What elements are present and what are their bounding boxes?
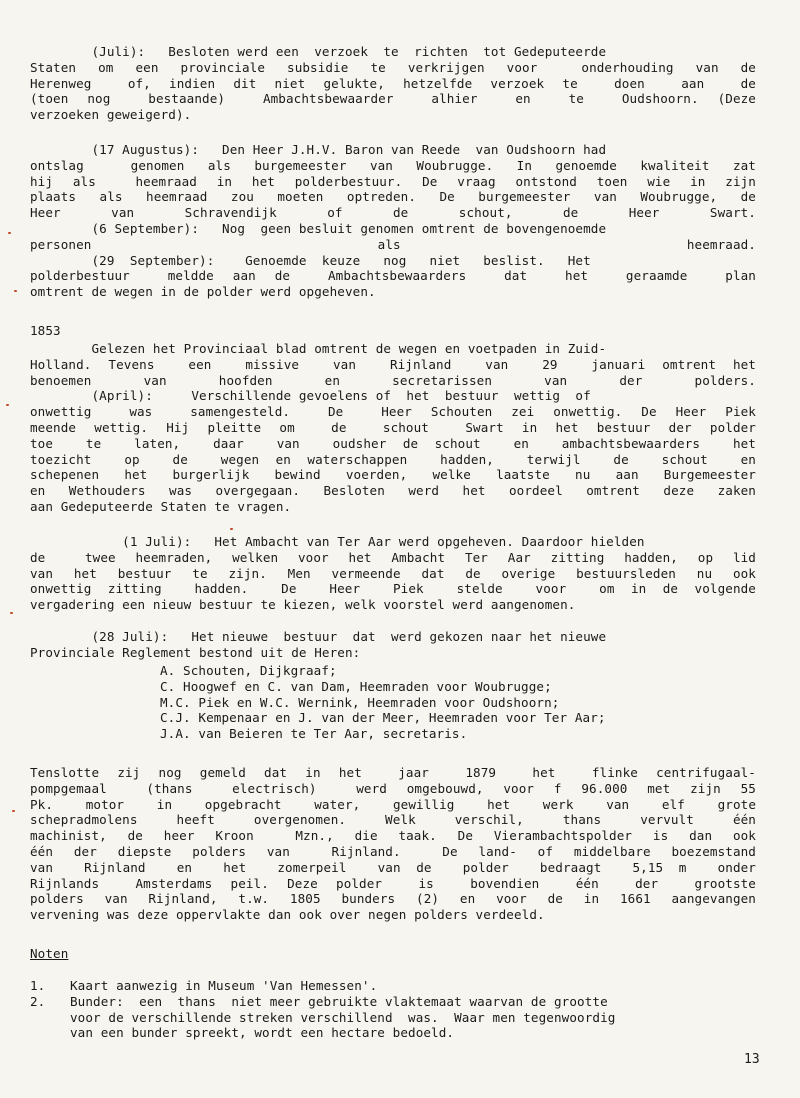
text-line: (Juli): Besloten werd een verzoek te richten tot Gedeputeerde (30, 44, 607, 59)
year-1853: 1853 (30, 323, 61, 338)
text-line: onwettig zitting hadden. De Heer Piek stelde voor om in de volgende (30, 581, 756, 597)
notes-list (30, 978, 756, 1041)
page-number: 13 (744, 1052, 760, 1067)
text-line: pompgemaal (thans electrisch) werd omgebouwd, voor f 96.000 met zijn 55 (30, 780, 756, 796)
text-line: Provinciale Reglement bestond uit de Heren: (30, 644, 361, 660)
text-line: één der diepste polders van Rijnland. De land- of middelbare boezemstand (30, 843, 756, 859)
note-line (30, 978, 756, 994)
text-line: van Rijnland en het zomerpeil van de polder bedraagt 5,15 m onder (30, 859, 756, 875)
text-line: ontslag genomen als burgemeester van Woubrugge. In genoemde kwaliteit zat (30, 157, 756, 173)
text-line: van het bestuur te zijn. Men vermeende dat de overige bestuursleden nu ook (30, 565, 756, 581)
text-line: vergadering een nieuw bestuur te kiezen, welk voorstel werd aangenomen. (30, 597, 576, 613)
notes-heading (30, 946, 756, 962)
text-line: Holland. Tevens een missive van Rijnland van 29 januari omtrent het (30, 356, 756, 372)
board-member: J.A. van Beieren te Ter Aar, secretaris. (160, 726, 468, 742)
note-text: Kaart aanwezig in Museum 'Van Hemessen'. (70, 978, 378, 993)
text-line: Staten om een provinciale subsidie te verkrijgen voor onderhouding van de (30, 59, 756, 75)
note-line (30, 1010, 756, 1026)
paragraph-august-september (30, 142, 756, 300)
text-line: (1 Juli): Het Ambacht van Ter Aar werd opgeheven. Daardoor hielden (30, 534, 645, 549)
text-line: toe te laten, daar van oudsher de schout en ambachtsbewaarders het (30, 435, 756, 451)
text-line: schepenen het burgerlijk bewind voerden, welke laatste nu aan Burgemeester (30, 467, 756, 483)
note-number: 1. (30, 978, 46, 993)
text-line: omtrent de wegen in de polder werd opgeheven. (30, 284, 376, 300)
text-line: vervening was deze oppervlakte dan ook over negen polders verdeeld. (30, 907, 545, 923)
year-heading (30, 323, 756, 339)
text-line: schepradmolens heeft overgenomen. Welk verschil, thans vervult één (30, 812, 756, 828)
text-line: toezicht op de wegen en waterschappen hadden, terwijl de schout en (30, 451, 756, 467)
text-line: (toen nog bestaande) Ambachtsbewaarder alhier en te Oudshoorn. (Deze (30, 91, 756, 107)
text-line: (April): Verschillende gevoelens of het bestuur wettig of (30, 388, 591, 404)
text-line: (28 Juli): Het nieuwe bestuur dat werd gekozen naar het nieuwe (30, 629, 607, 644)
scan-speck (6, 404, 9, 406)
text-line: verzoeken geweigerd). (30, 107, 192, 123)
scan-speck (14, 290, 17, 292)
text-line: Heer van Schravendijk of de schout, de Heer Swart. (30, 205, 756, 221)
scan-speck (8, 232, 11, 234)
notes-title: Noten (30, 946, 69, 961)
text-line: Gelezen het Provinciaal blad omtrent de wegen en voetpaden in Zuid- (30, 341, 607, 356)
board-member: A. Schouten, Dijkgraaf; (160, 663, 337, 678)
paragraph-1-juli (30, 534, 756, 613)
note-text: Bunder: een thans niet meer gebruikte vlaktemaat waarvan de grootte (70, 993, 608, 1009)
text-line: plaats als heemraad zou moeten optreden. De burgemeester van Woubrugge, de (30, 189, 756, 205)
text-line: personen als heemraad. (30, 236, 756, 252)
scan-speck (12, 810, 15, 812)
text-line: machinist, de heer Kroon Mzn., die taak. De Vierambachtspolder is dan ook (30, 828, 756, 844)
paragraph-tenslotte (30, 765, 756, 923)
board-members-list (30, 663, 756, 742)
paragraph-juli-subsidie (30, 44, 756, 123)
board-member: C. Hoogwef en C. van Dam, Heemraden voor Woubrugge; (160, 678, 552, 694)
text-line: en Wethouders was overgegaan. Besloten werd het oordeel omtrent deze zaken (30, 483, 756, 499)
text-line: polders van Rijnland, t.w. 1805 bunders (2) en voor de in 1661 aangevangen (30, 891, 756, 907)
note-line (30, 1025, 756, 1041)
text-line: (6 September): Nog geen besluit genomen omtrent de bovengenoemde (30, 220, 607, 236)
text-line: hij als heemraad in het polderbestuur. De vraag ontstond toen wie in zijn (30, 173, 756, 189)
text-line: polderbestuur meldde aan de Ambachtsbewaarders dat het geraamde plan (30, 268, 756, 284)
note-number: 2. (30, 993, 46, 1009)
text-line: aan Gedeputeerde Staten te vragen. (30, 498, 292, 514)
text-line: (17 Augustus): Den Heer J.H.V. Baron van Reede van Oudshoorn had (30, 142, 607, 157)
note-text: voor de verschillende streken verschillend was. Waar men tegenwoordig (70, 1009, 616, 1025)
text-line: benoemen van hoofden en secretarissen van der polders. (30, 372, 756, 388)
note-line (30, 994, 756, 1010)
note-text: van een bunder spreekt, wordt een hectare bedoeld. (70, 1025, 455, 1041)
scan-speck (230, 528, 233, 530)
paragraph-1853-april (30, 341, 756, 515)
board-member: M.C. Piek en W.C. Wernink, Heemraden voor Oudshoorn; (160, 694, 560, 710)
text-line: Rijnlands Amsterdams peil. Deze polder is bovendien één der grootste (30, 875, 756, 891)
text-line: de twee heemraden, welken voor het Ambacht Ter Aar zitting hadden, op lid (30, 549, 756, 565)
scan-speck (10, 612, 13, 614)
board-member: C.J. Kempenaar en J. van der Meer, Heemraden voor Ter Aar; (160, 710, 606, 726)
text-line: meende wettig. Hij pleitte om de schout Swart in het bestuur der polder (30, 419, 756, 435)
text-line: Herenweg of, indien dit niet gelukte, hetzelfde verzoek te doen aan de (30, 75, 756, 91)
text-line: onwettig was samengesteld. De Heer Schouten zei onwettig. De Heer Piek (30, 404, 756, 420)
paragraph-28-juli (30, 629, 756, 661)
text-line: (29 September): Genoemde keuze nog niet beslist. Het (30, 252, 591, 268)
text-line: Pk. motor in opgebracht water, gewillig het werk van elf grote (30, 796, 756, 812)
text-line: Tenslotte zij nog gemeld dat in het jaar 1879 het flinke centrifugaal- (30, 765, 756, 780)
